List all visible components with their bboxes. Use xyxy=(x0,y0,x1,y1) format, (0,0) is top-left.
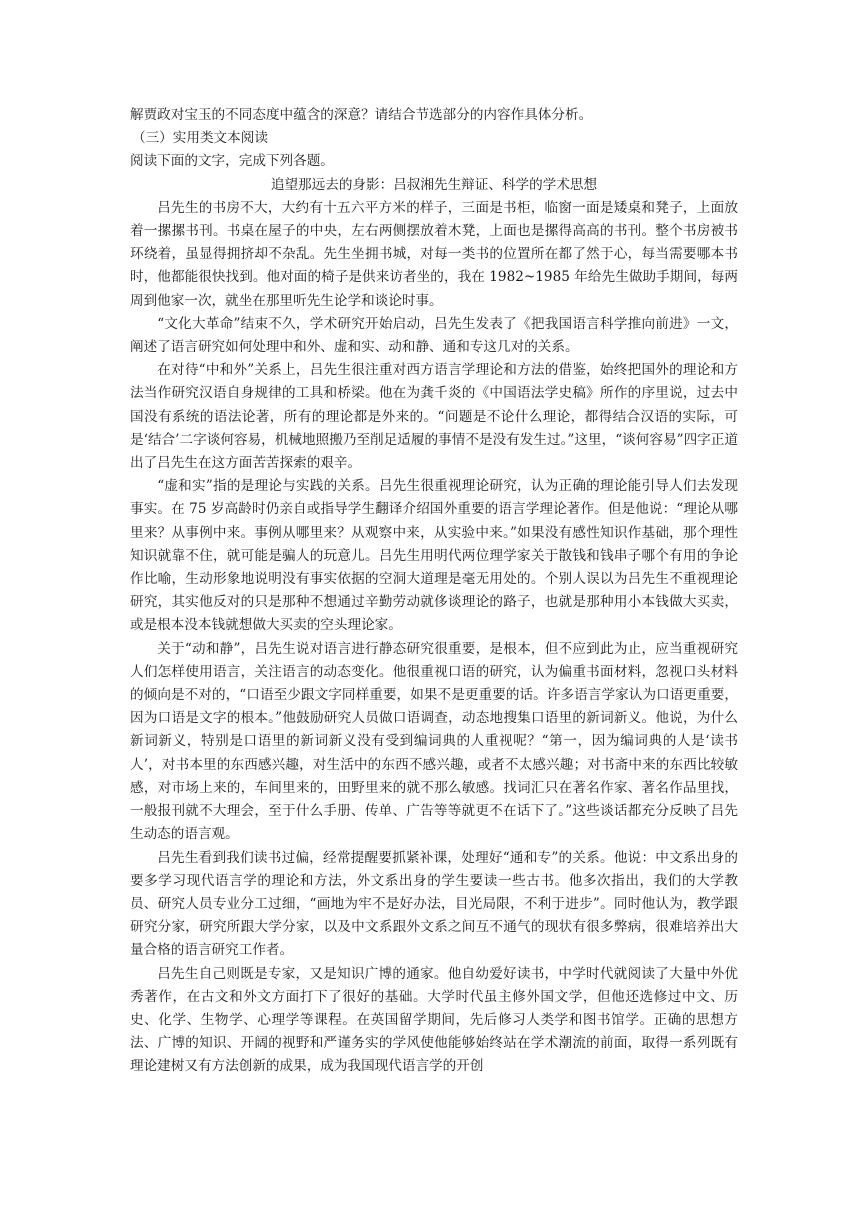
article-paragraph-6: 吕先生看到我们读书过偏，经常提醒要抓紧补课，处理好“通和专”的关系。他说：中文系出身的要多学习现代语言学的理论和方法，外文系出身的学生要读一些古书。他多次指出，我们的大学教员、研究人员专业分工过细，“画地为牢不是好办法，目光局限，不利于进步”。同时他认为，教学跟研究分家，研究所跟大学分家，以及中文系跟外文系之间互不通气的现状有很多弊病，很难培养出大量合格的语言研究工作者。 xyxy=(130,849,738,959)
article-paragraph-2: “文化大革命”结束不久，学术研究开始启动，吕先生发表了《把我国语言科学推向前进》一文，阐述了语言研究如何处理中和外、虚和实、动和静、通和专这几对的关系。 xyxy=(130,315,738,356)
article-paragraph-3: 在对待“中和外”关系上，吕先生很注重对西方语言学理论和方法的借鉴，始终把国外的理论和方法当作研究汉语自身规律的工具和桥梁。他在为龚千炎的《中国语法学史稿》所作的序里说，过去中国没有系统的语法论著，所有的理论都是外来的。“问题是不论什么理论，都得结合汉语的实际，可是‘结合’二字谈何容易，机械地照搬乃至削足适履的事情不是没有发生过。”这里，“谈何容易”四字正道出了吕先生在这方面苦苦探索的艰辛。 xyxy=(130,362,738,472)
previous-question-text: 解贾政对宝玉的不同态度中蕴含的深意？请结合节选部分的内容作具体分析。 xyxy=(130,107,593,123)
article-paragraph-5: 关于“动和静”，吕先生说对语言进行静态研究很重要，是根本，但不应到此为止，应当重视研究人们怎样使用语言，关注语言的动态变化。他很重视口语的研究，认为偏重书面材料，忽视口头材料的倾向是不对的，“口语至少跟文字同样重要，如果不是更重要的话。许多语言学家认为口语更重要，因为口语是文字的根本。”他鼓励研究人员做口语调查，动态地搜集口语里的新词新义。他说，为什么新词新义，特别是口语里的新词新义没有受到编词典的人重视呢？“第一，因为编词典的人是‘读书人’，对书本里的东西感兴趣，对生活中的东西不感兴趣，或者不太感兴趣；对书斋中来的东西比较敏感，对市场上来的，车间里来的，田野里来的就不那么敏感。找词汇只在著名作家、著名作品里找，一般报刊就不大理会，至于什么手册、传单、广告等等就更不在话下了。”这些谈话都充分反映了吕先生动态的语言观。 xyxy=(130,640,738,843)
article-paragraph-1: 吕先生的书房不大，大约有十五六平方米的样子，三面是书柜，临窗一面是矮桌和凳子，上面放着一摞摞书刊。书桌在屋子的中央，左右两侧摆放着木凳，上面也是摞得高高的书刊。整个书房被书环绕着，虽显得拥挤却不杂乱。先生坐拥书城，对每一类书的位置所在都了然于心，每当需要哪本书时，他都能很快找到。他对面的椅子是供来访者坐的，我在 1982~1985 年给先生做助手期间，每两周到他家一次，就坐在那里听先生论学和谈论时事。 xyxy=(130,199,738,309)
article-title: 追望那远去的身影：吕叔湘先生辩证、科学的学术思想 xyxy=(270,176,598,193)
document-page xyxy=(130,104,738,1079)
article-paragraph-4: “虚和实”指的是理论与实践的关系。吕先生很重视理论研究，认为正确的理论能引导人们去发现事实。在 75 岁高龄时仍亲自或指导学生翻译介绍国外重要的语言学理论著作。但是他说：“理论从哪里来？从事例中来。事例从哪里来？从观察中来，从实验中来。”如果没有感性知识作基础，那个理性知识就靠不住，就可能是骗人的玩意儿。吕先生用明代两位理学家关于散钱和钱串子哪个有用的争论作比喻，生动形象地说明没有事实依据的空洞大道理是毫无用处的。个别人误以为吕先生不重视理论研究，其实他反对的只是那种不想通过辛勤劳动就侈谈理论的路子，也就是那种用小本钱做大买卖，或是根本没本钱就想做大买卖的空头理论家。 xyxy=(130,478,738,634)
reading-instruction: 阅读下面的文字，完成下列各题。 xyxy=(130,153,334,170)
article-paragraph-7: 吕先生自己则既是专家，又是知识广博的通家。他自幼爱好读书，中学时代就阅读了大量中外优秀著作，在古文和外文方面打下了很好的基础。大学时代虽主修外国文学，但他还选修过中文、历史、化学、生物学、心理学等课程。在英国留学期间，先后修习人类学和图书馆学。正确的思想方法、广博的知识、开阔的视野和严谨务实的学风使他能够始终站在学术潮流的前面，取得一系列既有理论建树又有方法创新的成果，成为我国现代语言学的开创 xyxy=(130,965,738,1075)
section-heading: （三）实用类文本阅读 xyxy=(132,130,268,147)
